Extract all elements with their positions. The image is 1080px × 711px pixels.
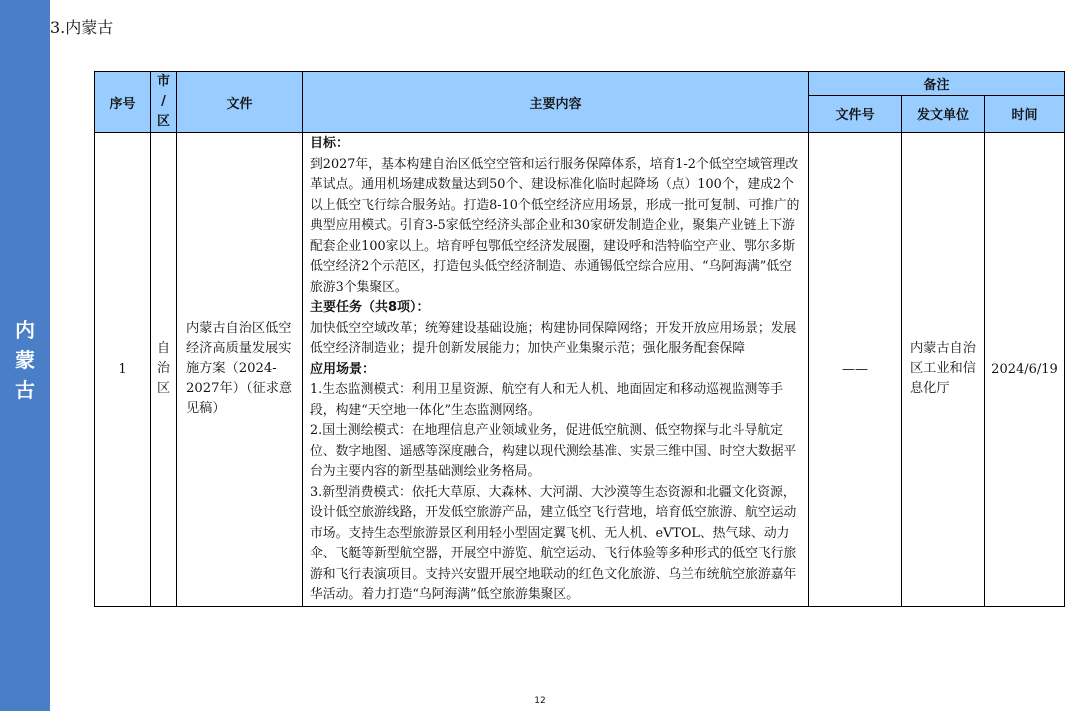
region-label — [0, 315, 50, 405]
table-row — [95, 133, 1065, 607]
header-main-content: 主要内容 — [303, 72, 809, 133]
content-heading: 应用场景： — [310, 361, 376, 377]
header-city — [151, 72, 177, 133]
region-char: 古 — [15, 378, 35, 402]
row-time: 2024/6/19 — [985, 133, 1065, 607]
content-heading: 主要任务（共8项）： — [310, 300, 430, 315]
content-paragraph: 到2027年，基本构建自治区低空空管和运行服务保障体系，培育1-2个低空空域管理改革试点。通用机场建成数量达到50个、建设标准化临时起降场（点）100个，建成2个以上低空飞行综合服务站。打造8-10个低空经济应用场景，形成一批可复制、可推广的典型应用模式。引育3-5家低空经济头部企业和30家研发制造企业，聚集产业链上下游配套企业100家以上。培育呼包鄂低空经济发展圈，建设呼和浩特临空产业、鄂尔多斯低空经济2个示范区，打造包头低空经济制造、赤通锡低空综合应用、“乌阿海满”低空旅游3个集聚区。 — [310, 156, 800, 295]
sidebar-band — [0, 0, 50, 711]
header-doc-no: 文件号 — [809, 95, 902, 132]
header-index: 序号 — [95, 72, 151, 133]
row-issuer: 内蒙古自治区工业和信息化厅 — [902, 133, 985, 607]
header-remarks: 备注 — [809, 72, 1065, 96]
row-city-char: 自 — [156, 341, 170, 357]
header-document: 文件 — [177, 72, 303, 133]
row-city-char: 治 — [156, 361, 170, 377]
row-main-content — [303, 133, 809, 607]
header-city-char: 市 — [156, 74, 170, 89]
region-char: 蒙 — [15, 348, 35, 372]
row-doc-no: —— — [809, 133, 902, 607]
page-number: 12 — [534, 696, 546, 706]
header-issuer: 发文单位 — [902, 95, 985, 132]
region-char: 内 — [15, 318, 35, 342]
content-paragraph: 3.新型消费模式：依托大草原、大森林、大河湖、大沙漠等生态资源和北疆文化资源，设计低空旅游线路，开发低空旅游产品，建立低空飞行营地，培育低空旅游、航空运动市场。支持生态型旅游景区利用轻小型固定翼飞机、无人机、eVTOL、热气球、动力伞、飞艇等新型航空器，开展空中游览、航空运动、飞行体验等多种形式的低空飞行旅游和飞行表演项目。支持兴安盟开展空地联动的红色文化旅游、乌兰布统航空旅游嘉年华活动。着力打造“乌阿海满”低空旅游集聚区。 — [310, 484, 797, 602]
row-city — [151, 133, 177, 607]
content-paragraph: 2.国土测绘模式：在地理信息产业领域业务，促进低空航测、低空物探与北斗导航定位、数字地图、遥感等深度融合，构建以现代测绘基准、实景三维中国、时空大数据平台为主要内容的新型基础测绘业务格局。 — [310, 423, 797, 479]
section-title: 3.内蒙古 — [50, 18, 114, 37]
header-time: 时间 — [985, 95, 1065, 132]
header-city-char: 区 — [156, 114, 170, 129]
row-document: 内蒙古自治区低空经济高质量发展实施方案（2024-2027年）（征求意见稿） — [177, 133, 303, 607]
content-paragraph: 加快低空空域改革；统筹建设基础设施；构建协同保障网络；开发开放应用场景；发展低空经济制造业；提升创新发展能力；加快产业集聚示范；强化服务配套保障 — [310, 320, 797, 356]
content-paragraph: 1.生态监测模式：利用卫星资源、航空有人和无人机、地面固定和移动巡视监测等手段，构建“天空地一体化”生态监测网络。 — [310, 382, 783, 418]
content-heading: 目标： — [310, 136, 350, 151]
row-city-char: 区 — [156, 381, 170, 397]
row-index: 1 — [95, 133, 151, 607]
policy-table — [94, 71, 1065, 607]
header-city-char: / — [161, 94, 166, 109]
